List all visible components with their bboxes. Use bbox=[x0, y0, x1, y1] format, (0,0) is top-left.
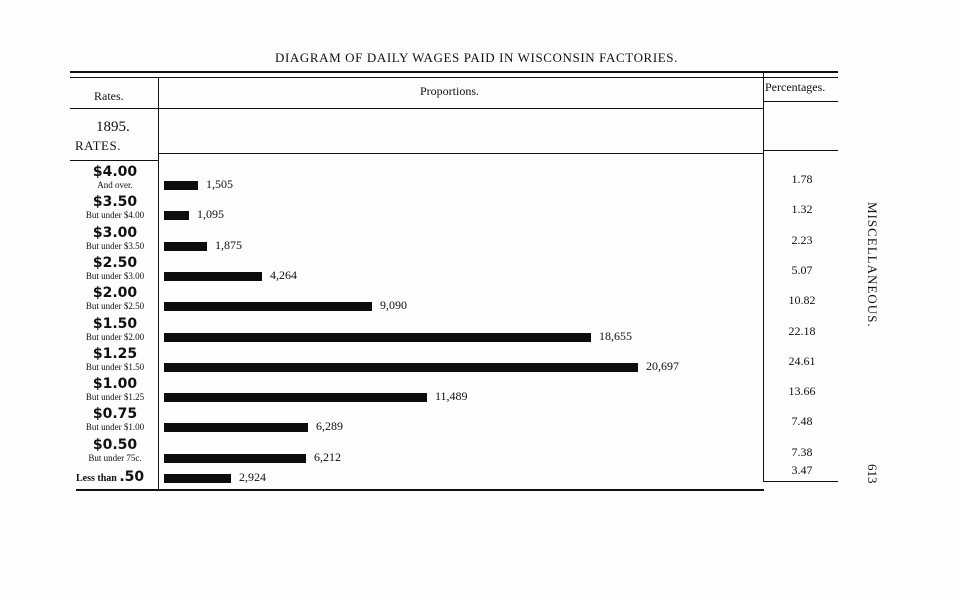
page-number: 613 bbox=[865, 464, 880, 484]
bar-value-label: 18,655 bbox=[599, 328, 632, 343]
rate-label: $3.00 bbox=[92, 224, 138, 241]
bar bbox=[164, 272, 262, 281]
percentage-value: 5.07 bbox=[791, 262, 813, 277]
bar-value-label: 6,289 bbox=[316, 419, 343, 434]
percentage-value: 22.18 bbox=[788, 323, 816, 338]
bar bbox=[164, 211, 189, 220]
bar bbox=[164, 363, 638, 372]
rate-value: .50 bbox=[119, 469, 145, 485]
rate-qualifier: And over. bbox=[97, 180, 133, 190]
bar bbox=[164, 333, 591, 342]
rate-qualifier: But under $2.00 bbox=[85, 331, 145, 342]
percentages-column-divider bbox=[763, 72, 764, 482]
rate-label: $0.75 bbox=[92, 406, 138, 423]
percentage-value: 7.48 bbox=[791, 414, 813, 429]
header-rule bbox=[70, 108, 764, 109]
bar-value-label: 11,489 bbox=[435, 389, 468, 404]
rate-qualifier: But under $3.00 bbox=[85, 270, 145, 281]
percentage-value: 10.82 bbox=[788, 293, 816, 308]
rate-label bbox=[76, 469, 144, 485]
chart-title: DIAGRAM OF DAILY WAGES PAID IN WISCONSIN FACTORIES. bbox=[275, 50, 678, 65]
rate-label: $2.50 bbox=[92, 254, 138, 271]
rate-qualifier: But under $4.00 bbox=[85, 210, 145, 221]
bar bbox=[164, 302, 372, 311]
percentage-value: 2.23 bbox=[791, 232, 813, 247]
rate-label: $1.25 bbox=[92, 345, 138, 362]
rate-label: $4.00 bbox=[92, 164, 138, 180]
side-section-label: MISCELLANEOUS. bbox=[865, 202, 880, 328]
bottom-rule bbox=[76, 489, 764, 491]
rate-label: $2.00 bbox=[92, 285, 138, 302]
rate-qualifier: But under $1.50 bbox=[85, 361, 145, 372]
top-rule-thin bbox=[70, 77, 838, 78]
year-label: 1895. bbox=[96, 119, 130, 135]
top-rule-thick bbox=[70, 71, 838, 73]
percentage-value: 7.38 bbox=[791, 444, 813, 459]
percentage-value: 3.47 bbox=[791, 463, 813, 477]
bar-value-label: 1,095 bbox=[197, 207, 224, 222]
year-row-rule bbox=[70, 160, 158, 161]
percentages-header-rule bbox=[764, 101, 838, 102]
bar bbox=[164, 423, 308, 432]
percentages-bottom-rule bbox=[764, 481, 838, 482]
percentage-value: 13.66 bbox=[788, 384, 816, 399]
rate-qualifier: But under $2.50 bbox=[85, 301, 145, 312]
rate-qualifier: But under $1.25 bbox=[85, 392, 145, 403]
proportions-subheader-rule bbox=[158, 153, 764, 154]
bar-value-label: 4,264 bbox=[270, 267, 297, 282]
bar-value-label: 20,697 bbox=[646, 358, 679, 373]
percentage-value: 24.61 bbox=[788, 353, 816, 368]
bar bbox=[164, 393, 427, 402]
rates-subheading: RATES. bbox=[75, 138, 121, 153]
rate-label: $0.50 bbox=[92, 436, 138, 453]
rate-qualifier: Less than bbox=[76, 473, 120, 484]
percentages-header: Percentages. bbox=[765, 80, 826, 94]
percentages-subheader-rule bbox=[764, 150, 838, 151]
percentage-value: 1.78 bbox=[791, 172, 813, 186]
rate-qualifier: But under 75c. bbox=[88, 452, 142, 463]
rate-label: $3.50 bbox=[92, 194, 138, 211]
bar-value-label: 1,505 bbox=[206, 177, 233, 191]
rate-qualifier: But under $1.00 bbox=[85, 422, 145, 433]
bar bbox=[164, 181, 198, 190]
bar-value-label: 6,212 bbox=[314, 449, 341, 464]
bar-value-label: 2,924 bbox=[239, 470, 266, 484]
rate-qualifier: But under $3.50 bbox=[85, 240, 145, 251]
percentage-value: 1.32 bbox=[791, 202, 813, 217]
rates-header: Rates. bbox=[94, 89, 124, 103]
bar bbox=[164, 474, 231, 483]
bar bbox=[164, 242, 207, 251]
bar-value-label: 1,875 bbox=[215, 237, 242, 252]
proportions-header: Proportions. bbox=[420, 84, 480, 98]
bar bbox=[164, 454, 306, 463]
bar-value-label: 9,090 bbox=[380, 298, 407, 313]
rate-label: $1.50 bbox=[92, 315, 138, 332]
rate-label: $1.00 bbox=[92, 376, 138, 393]
